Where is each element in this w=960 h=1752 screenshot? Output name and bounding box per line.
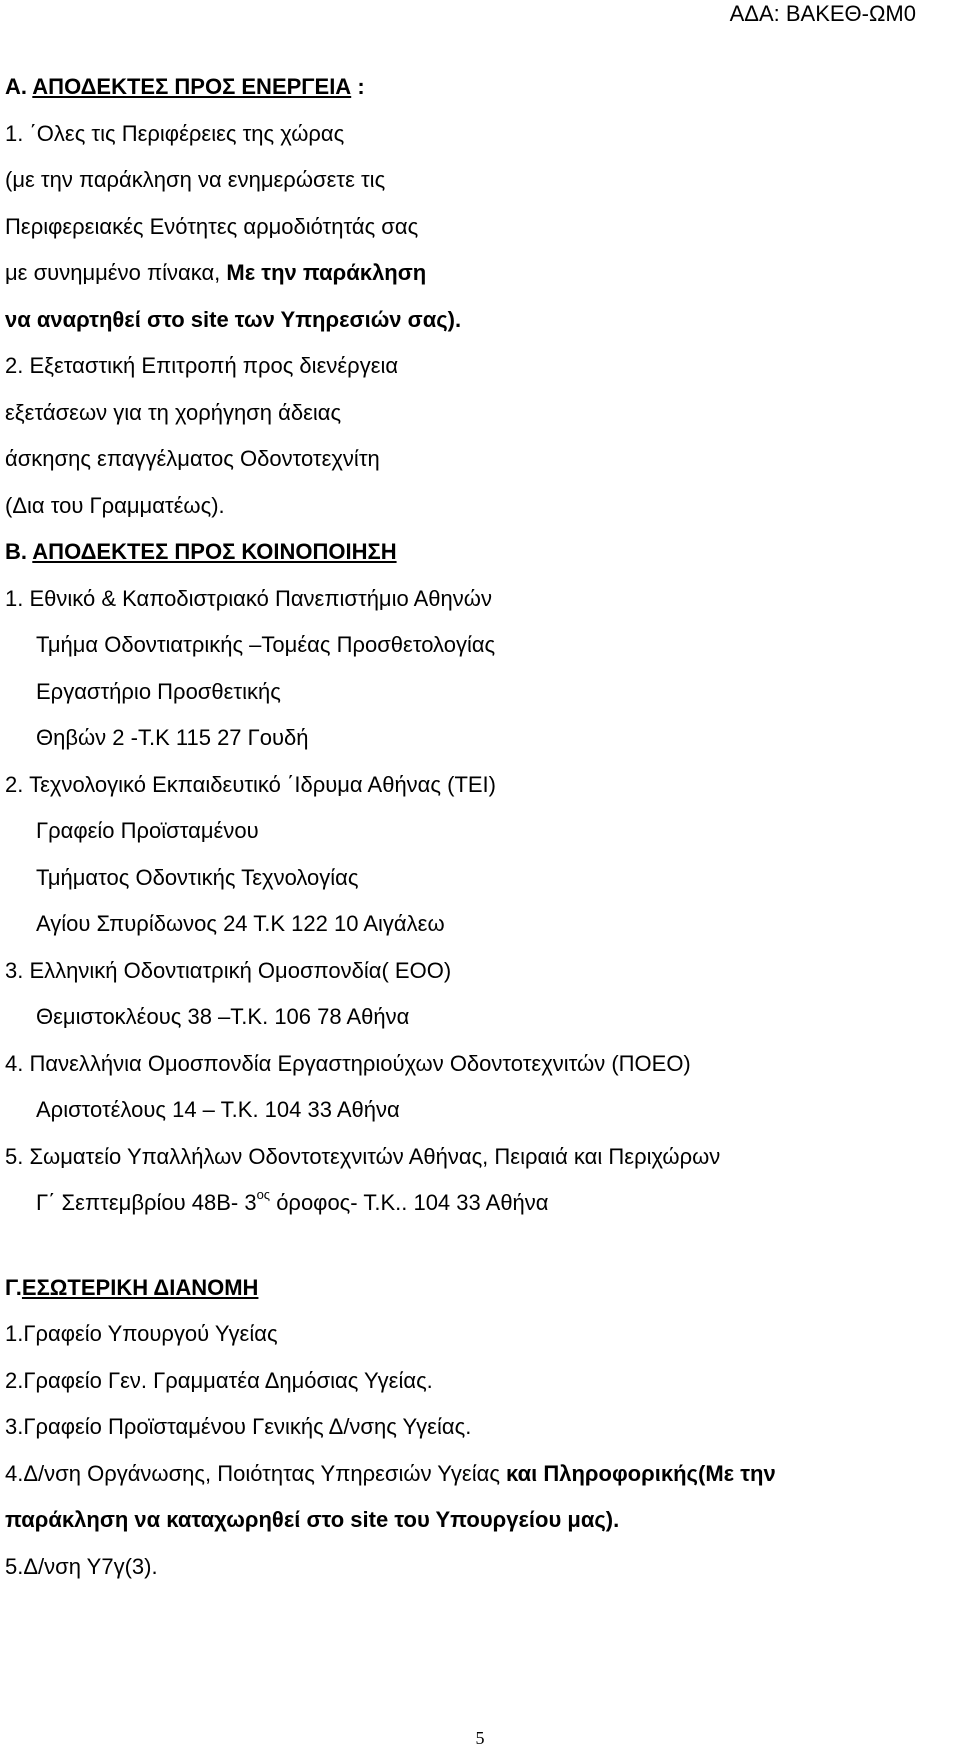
section-a-item1-line4-bold: Με την παράκληση <box>226 260 427 285</box>
section-a-item1-line3: Περιφερειακές Ενότητες αρμοδιότητάς σας <box>5 213 419 239</box>
section-b-item5-line2 <box>5 1180 955 1227</box>
section-c-item5: 5.Δ/νση Υ7γ(3). <box>5 1553 158 1579</box>
page-number: 5 <box>475 1728 485 1748</box>
section-a-item1-line2: (με την παράκληση να ενημερώσετε τις <box>5 167 386 192</box>
section-b-item5-line2-post: όροφος- Τ.Κ.. 104 33 Αθήνα <box>270 1190 549 1215</box>
recipients-document <box>5 64 955 1590</box>
section-a-item2-line1: 2. Εξεταστική Επιτροπή προς διενέργεια <box>5 353 399 378</box>
section-b-item2-line4: Αγίου Σπυρίδωνος 24 Τ.Κ 122 10 Αιγάλεω <box>36 911 445 936</box>
section-c-item4-normal: 4.Δ/νση Οργάνωσης, Ποιότητας Υπηρεσιών Υγείας <box>5 1460 507 1486</box>
section-b-item2-line1: 2. Τεχνολογικό Εκπαιδευτικό ΄Ιδρυμα Αθήνας (ΤΕΙ) <box>5 771 496 797</box>
section-b-item2-line2: Γραφείο Προϊσταμένου <box>36 818 259 843</box>
section-c-item4-bold: και Πληροφορικής(Με την <box>506 1460 776 1486</box>
section-a-item2-line3: άσκησης επαγγέλματος Οδοντοτεχνίτη <box>5 446 380 471</box>
section-b-item3-line1: 3. Ελληνική Οδοντιατρική Ομοσπονδία( ΕΟΟ) <box>5 957 452 983</box>
section-a-item2-line4: (Δια του Γραμματέως). <box>5 492 225 518</box>
section-b-item1-line4: Θηβών 2 -Τ.Κ 115 27 Γουδή <box>36 725 309 750</box>
section-b-item5-line1: 5. Σωματείο Υπαλλήλων Οδοντοτεχνιτών Αθήνας, Πειραιά και Περιχώρων <box>5 1143 721 1169</box>
section-gap <box>5 1227 955 1265</box>
section-a-item1-line1: 1. ΄Ολες τις Περιφέρειες της χώρας <box>5 120 345 146</box>
section-a-number: Α. <box>5 74 27 99</box>
section-b-item1-line3: Εργαστήριο Προσθετικής <box>36 678 281 704</box>
section-b-title: ΑΠΟΔΕΚΤΕΣ ΠΡΟΣ ΚΟΙΝΟΠΟΙΗΣΗ <box>32 539 397 564</box>
section-b-item1-line1: 1. Εθνικό & Καποδιστριακό Πανεπιστήμιο Αθηνών <box>5 585 492 611</box>
section-c-item2: 2.Γραφείο Γεν. Γραμματέα Δημόσιας Υγείας. <box>5 1367 433 1393</box>
section-b-item3-line2: Θεμιστοκλέους 38 –Τ.Κ. 106 78 Αθήνα <box>36 1004 410 1029</box>
section-a-colon: : <box>351 74 365 99</box>
section-b-heading <box>5 529 955 576</box>
section-c-title: ΕΣΩΤΕΡΙΚΗ ΔΙΑΝΟΜΗ <box>21 1274 259 1300</box>
section-b-item4-line1: 4. Πανελλήνια Ομοσπονδία Εργαστηριούχων Οδοντοτεχνιτών (ΠΟΕΟ) <box>5 1050 691 1076</box>
section-b-number: Β. <box>5 539 27 564</box>
section-c-number: Γ. <box>5 1274 22 1300</box>
section-b-item2-line3: Τμήματος Οδοντικής Τεχνολογίας <box>36 864 359 890</box>
section-b-item1-line2: Τμήμα Οδοντιατρικής –Τομέας Προσθετολογίας <box>36 632 496 657</box>
section-a-item1-line4-normal: με συνημμένο πίνακα, <box>5 260 227 285</box>
section-a-item2-line2: εξετάσεων για τη χορήγηση άδειας <box>5 399 342 425</box>
section-c-heading <box>5 1265 955 1312</box>
ada-code: ΑΔΑ: ΒΑΚΕΘ-ΩΜ0 <box>729 1 916 26</box>
section-a-heading <box>5 64 955 111</box>
section-c-item1: 1.Γραφείο Υπουργού Υγείας <box>5 1321 278 1346</box>
section-c-item4-line2: παράκληση να καταχωρηθεί στο site του Υπουργείου μας). <box>5 1507 620 1532</box>
section-c-item3: 3.Γραφείο Προϊσταμένου Γενικής Δ/νσης Υγείας. <box>5 1414 472 1439</box>
section-a-item1-line5: να αναρτηθεί στο site των Υπηρεσιών σας). <box>5 306 462 332</box>
section-b-item4-line2: Αριστοτέλους 14 – Τ.Κ. 104 33 Αθήνα <box>36 1097 400 1122</box>
section-a-item1-line4 <box>5 250 955 297</box>
section-a-title: ΑΠΟΔΕΚΤΕΣ ΠΡΟΣ ΕΝΕΡΓΕΙΑ <box>32 74 352 99</box>
section-b-item5-line2-pre: Γ΄ Σεπτεμβρίου 48Β- 3 <box>36 1190 257 1215</box>
section-b-item5-ordinal-sup: ος <box>256 1187 271 1202</box>
section-c-item4-line1 <box>5 1451 955 1498</box>
